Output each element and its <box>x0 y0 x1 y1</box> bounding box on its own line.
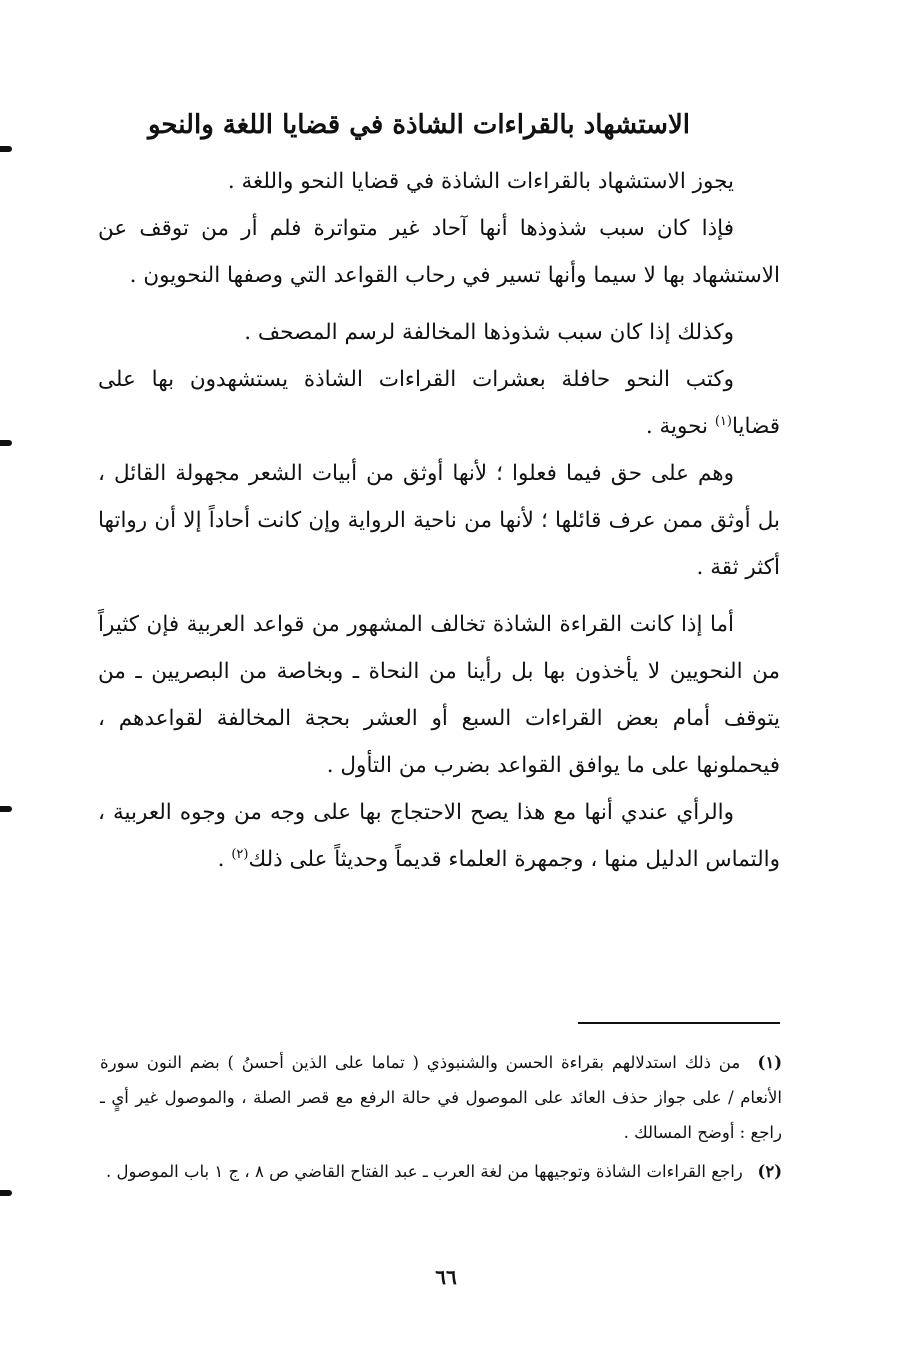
page-number: ٦٦ <box>435 1265 457 1289</box>
main-text <box>98 158 780 883</box>
paragraph-1 <box>98 158 780 205</box>
paragraph-6-text: أما إذا كانت القراءة الشاذة تخالف المشهور من قواعد العربية فإن كثيراً من النحويين لا يأخذون بها بل رأينا من النحاة ـ وبخاصة من البصريين ـ من يتوقف أمام بعض القراءات السبع أو العشر بحجة المخالفة لقواعدهم ، فيحملونها على ما يوافق القواعد بضرب من التأول . <box>98 612 780 778</box>
scan-edge-mark <box>0 440 12 446</box>
paragraph-4-text: وكتب النحو حافلة بعشرات القراءات الشاذة يستشهدون بها على قضايا <box>98 367 780 439</box>
paragraph-3-text: وكذلك إذا كان سبب شذوذها المخالفة لرسم المصحف . <box>244 320 734 345</box>
scan-edge-mark <box>0 1190 12 1196</box>
paragraph-3 <box>98 309 780 356</box>
footnote-1-text: من ذلك استدلالهم بقراءة الحسن والشنبوذي ( تماما على الذين أحسنُ ) بضم النون سورة الأنعام / على جواز حذف العائد على الموصول في حالة الرفع مع قصر الصلة ، والموصول غير أيٍ ـ راجع : أوضح المسالك . <box>100 1053 782 1142</box>
paragraph-2-text: فإذا كان سبب شذوذها أنها آحاد غير متواترة فلم أر من توقف عن الاستشهاد بها لا سيما وأنها تسير في رحاب القواعد التي وصفها النحويون . <box>98 216 780 288</box>
scan-edge-mark <box>0 806 12 812</box>
footnotes <box>100 1045 782 1193</box>
paragraph-7-tail: . <box>217 847 232 872</box>
footnote-1-number: (١) <box>757 1053 782 1072</box>
footnote-2-text: راجع القراءات الشاذة وتوجيهها من لغة العرب ـ عبد الفتاح القاضي ص ٨ ، ج ١ باب الموصول . <box>106 1162 743 1181</box>
paragraph-7 <box>98 789 780 883</box>
paragraph-7-text: والرأي عندي أنها مع هذا يصح الاحتجاج بها على وجه من وجوه العربية ، والتماس الدليل منها ، وجمهرة العلماء قديماً وحديثاً على ذلك <box>98 800 780 872</box>
paragraph-4-tail: نحوية . <box>645 414 715 439</box>
paragraph-1-text: يجوز الاستشهاد بالقراءات الشاذة في قضايا النحو واللغة . <box>227 169 734 194</box>
paragraph-5 <box>98 450 780 591</box>
paragraph-4 <box>98 356 780 450</box>
page-title: الاستشهاد بالقراءات الشاذة في قضايا اللغة والنحو <box>147 110 690 141</box>
footnote-1 <box>100 1045 782 1150</box>
paragraph-2 <box>98 205 780 299</box>
footnote-2-number: (٢) <box>757 1162 782 1181</box>
paragraph-5-text: وهم على حق فيما فعلوا ؛ لأنها أوثق من أبيات الشعر مجهولة القائل ، بل أوثق ممن عرف قائلها ؛ لأنها من ناحية الرواية وإن كانت أحاداً إلا أن رواتها أكثر ثقة . <box>98 461 780 580</box>
footnote-reference-1[interactable]: (١) <box>714 413 732 429</box>
paragraph-6 <box>98 601 780 789</box>
footnote-2 <box>100 1154 782 1189</box>
scan-edge-mark <box>0 146 12 152</box>
footnote-reference-2[interactable]: (٢) <box>231 846 249 862</box>
footnote-divider <box>578 1022 780 1024</box>
